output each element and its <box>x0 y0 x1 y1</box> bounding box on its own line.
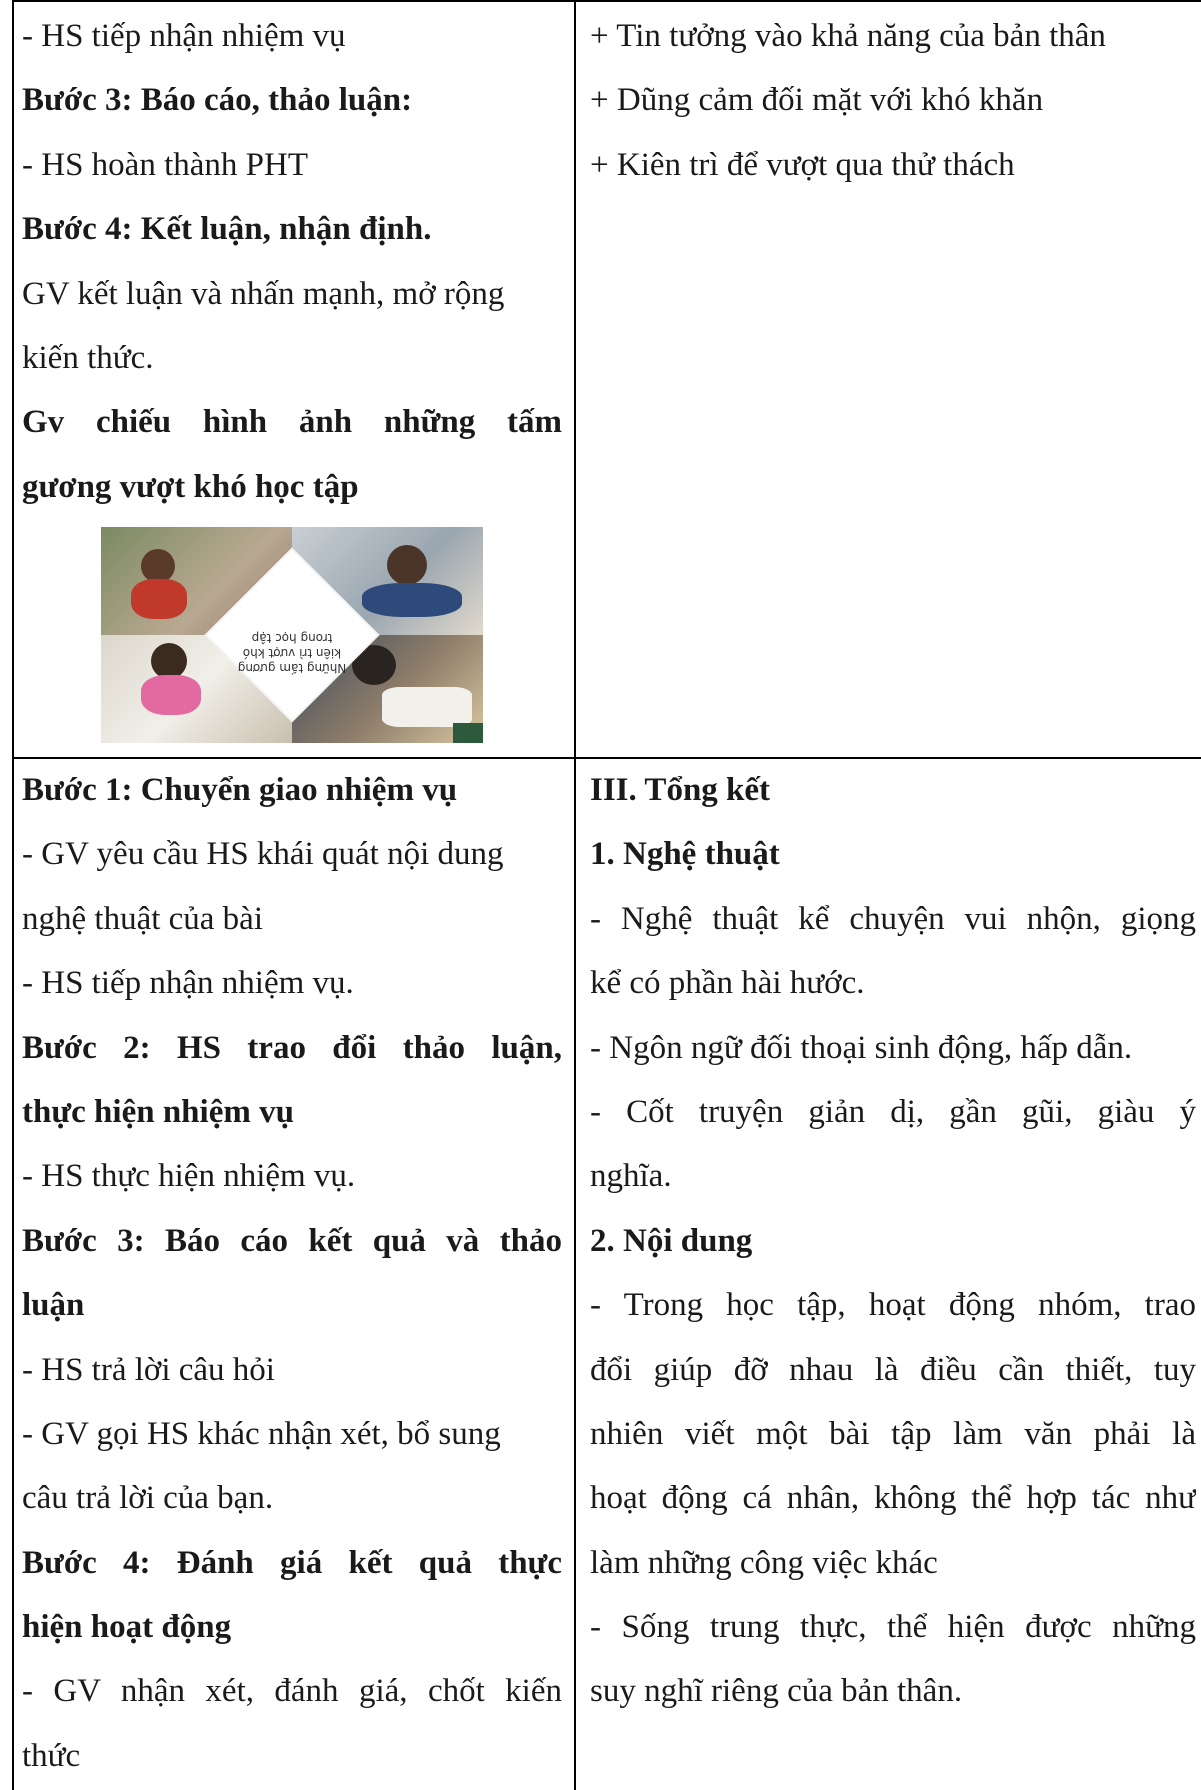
text-line: nghệ thuật của bài <box>22 900 263 937</box>
photo-corner-accent <box>453 723 483 743</box>
text-line: + Tin tưởng vào khả năng của bản thân <box>590 18 1106 54</box>
text-line: - HS tiếp nhận nhiệm vụ. <box>22 965 354 1002</box>
text-line: đổi giúp đỡ nhau là điều cần thiết, tuy <box>590 1351 1196 1388</box>
text-line: gương vượt khó học tập <box>22 468 359 505</box>
text-line: - Sống trung thực, thể hiện được những <box>590 1609 1196 1646</box>
table-border-left <box>12 0 14 1790</box>
text-line: Gv chiếu hình ảnh những tấm <box>22 404 562 441</box>
cell-right-bottom <box>590 758 1196 1724</box>
text-line: + Dũng cảm đối mặt với khó khăn <box>590 82 1044 119</box>
text-line: Bước 4: Đánh giá kết quả thực <box>22 1544 562 1581</box>
text-line: - Trong học tập, hoạt động nhóm, trao <box>590 1287 1196 1324</box>
text-line: - Nghệ thuật kể chuyện vui nhộn, giọng <box>590 900 1196 937</box>
text-line: nhiên viết một bài tập làm văn phải là <box>590 1415 1196 1452</box>
text-line: 2. Nội dung <box>590 1222 753 1259</box>
text-line: Bước 1: Chuyển giao nhiệm vụ <box>22 772 458 808</box>
table-column-divider <box>574 0 576 1790</box>
text-line: III. Tổng kết <box>590 772 771 808</box>
cell-left-top <box>22 4 562 519</box>
text-line: GV kết luận và nhấn mạnh, mở rộng <box>22 275 505 312</box>
text-line: + Kiên trì để vượt qua thử thách <box>590 146 1015 183</box>
text-line: - GV yêu cầu HS khái quát nội dung <box>22 836 504 873</box>
text-line: - HS thực hiện nhiệm vụ. <box>22 1158 356 1195</box>
text-line: - HS tiếp nhận nhiệm vụ <box>22 18 346 54</box>
text-line: suy nghĩ riêng của bản thân. <box>590 1673 963 1710</box>
text-line: kiến thức. <box>22 339 154 376</box>
text-line: thức <box>22 1737 81 1774</box>
text-line: - Cốt truyện giản dị, gần gũi, giàu ý <box>590 1093 1196 1130</box>
text-line: Bước 3: Báo cáo kết quả và thảo <box>22 1222 562 1259</box>
text-line: hiện hoạt động <box>22 1609 232 1646</box>
photo-caption: Những tấm gương kiên trì vượt khó trong học tập <box>237 631 347 675</box>
text-line: 1. Nghệ thuật <box>590 836 780 873</box>
text-line: - GV gọi HS khác nhận xét, bổ sung <box>22 1415 501 1452</box>
text-line: luận <box>22 1287 85 1324</box>
text-line: - GV nhận xét, đánh giá, chốt kiến <box>22 1673 562 1710</box>
text-line: làm những công việc khác <box>590 1544 938 1581</box>
text-line: - HS trả lời câu hỏi <box>22 1351 275 1388</box>
text-line: nghĩa. <box>590 1158 672 1195</box>
text-line: Bước 4: Kết luận, nhận định. <box>22 211 432 248</box>
table-top-border <box>12 0 1201 2</box>
text-line: Bước 2: HS trao đổi thảo luận, <box>22 1029 562 1066</box>
text-line: - Ngôn ngữ đối thoại sinh động, hấp dẫn. <box>590 1029 1133 1066</box>
cell-right-top <box>590 4 1185 197</box>
text-line: thực hiện nhiệm vụ <box>22 1093 294 1130</box>
text-line: - HS hoàn thành PHT <box>22 146 308 183</box>
cell-left-bottom <box>22 758 562 1788</box>
text-line: hoạt động cá nhân, không thể hợp tác như <box>590 1480 1196 1517</box>
text-line: câu trả lời của bạn. <box>22 1480 274 1517</box>
students-overcoming-difficulty-photo <box>101 527 483 743</box>
text-line: Bước 3: Báo cáo, thảo luận: <box>22 82 413 119</box>
text-line: kể có phần hài hước. <box>590 965 865 1002</box>
